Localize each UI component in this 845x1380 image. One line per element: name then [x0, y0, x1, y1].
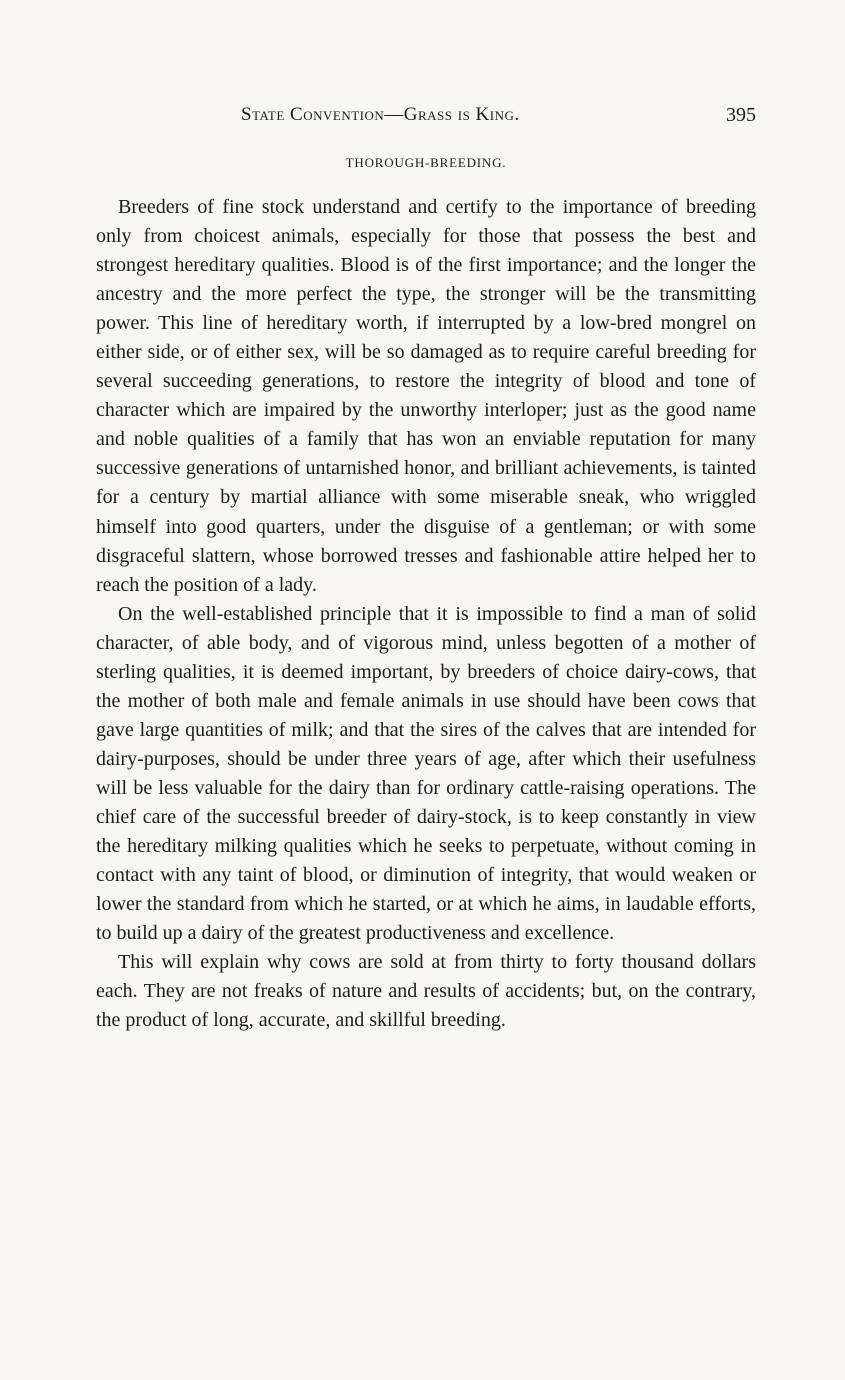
section-heading: THOROUGH-BREEDING. [345, 155, 507, 170]
running-head [96, 104, 756, 134]
paragraph-2: On the well-established principle that it is impossible to find a man of solid character, of able body, and of vigorous mind, unless begotten of a mother of sterling qualities, it is deemed important, by breeders of choice dairy-cows, that the mother of both male and female animals in use should have been cows that gave large quantities of milk; and that the sires of the calves that are intended for dairy-purposes, should be under three years of age, after which their usefulness will be less valuable for the dairy than for ordinary cattle-raising operations. The chief care of the successful breeder of dairy-stock, is to keep constantly in view the hereditary milking qualities which he seeks to perpetuate, without coming in contact with any taint of blood, or diminution of integrity, that would weaken or lower the standard from which he started, or at which he aims, in laudable efforts, to build up a dairy of the greatest productiveness and excellence. [96, 602, 756, 945]
paragraph-1: Breeders of fine stock understand and certify to the importance of breeding only from choicest animals, especially for those that possess the best and strongest hereditary qualities. Blood is of the first importance; and the longer the ancestry and the more perfect the type, the stronger will be the transmitting power. This line of hereditary worth, if interrupted by a low-bred mongrel on either side, or of either sex, will be so damaged as to require careful breeding for several succeeding generations, to restore the integrity of blood and tone of character which are impaired by the unworthy interloper; just as the good name and noble qualities of a family that has won an enviable reputation for many successive generations of untarnished honor, and brilliant achievements, is tainted for a century by martial alliance with some miserable sneak, who wriggled himself into good quarters, under the disguise of a gentleman; or with some disgraceful slattern, whose borrowed tresses and fashionable attire helped her to reach the position of a lady. [96, 196, 756, 596]
running-title: State Convention—Grass is King. [241, 104, 520, 125]
page-number: 395 [726, 104, 756, 126]
body-text [96, 193, 756, 1035]
paragraph-3: This will explain why cows are sold at from thirty to forty thousand dollars each. They are not freaks of nature and results of accidents; but, on the contrary, the product of long, accurate, and skillful breeding. [96, 951, 756, 1032]
